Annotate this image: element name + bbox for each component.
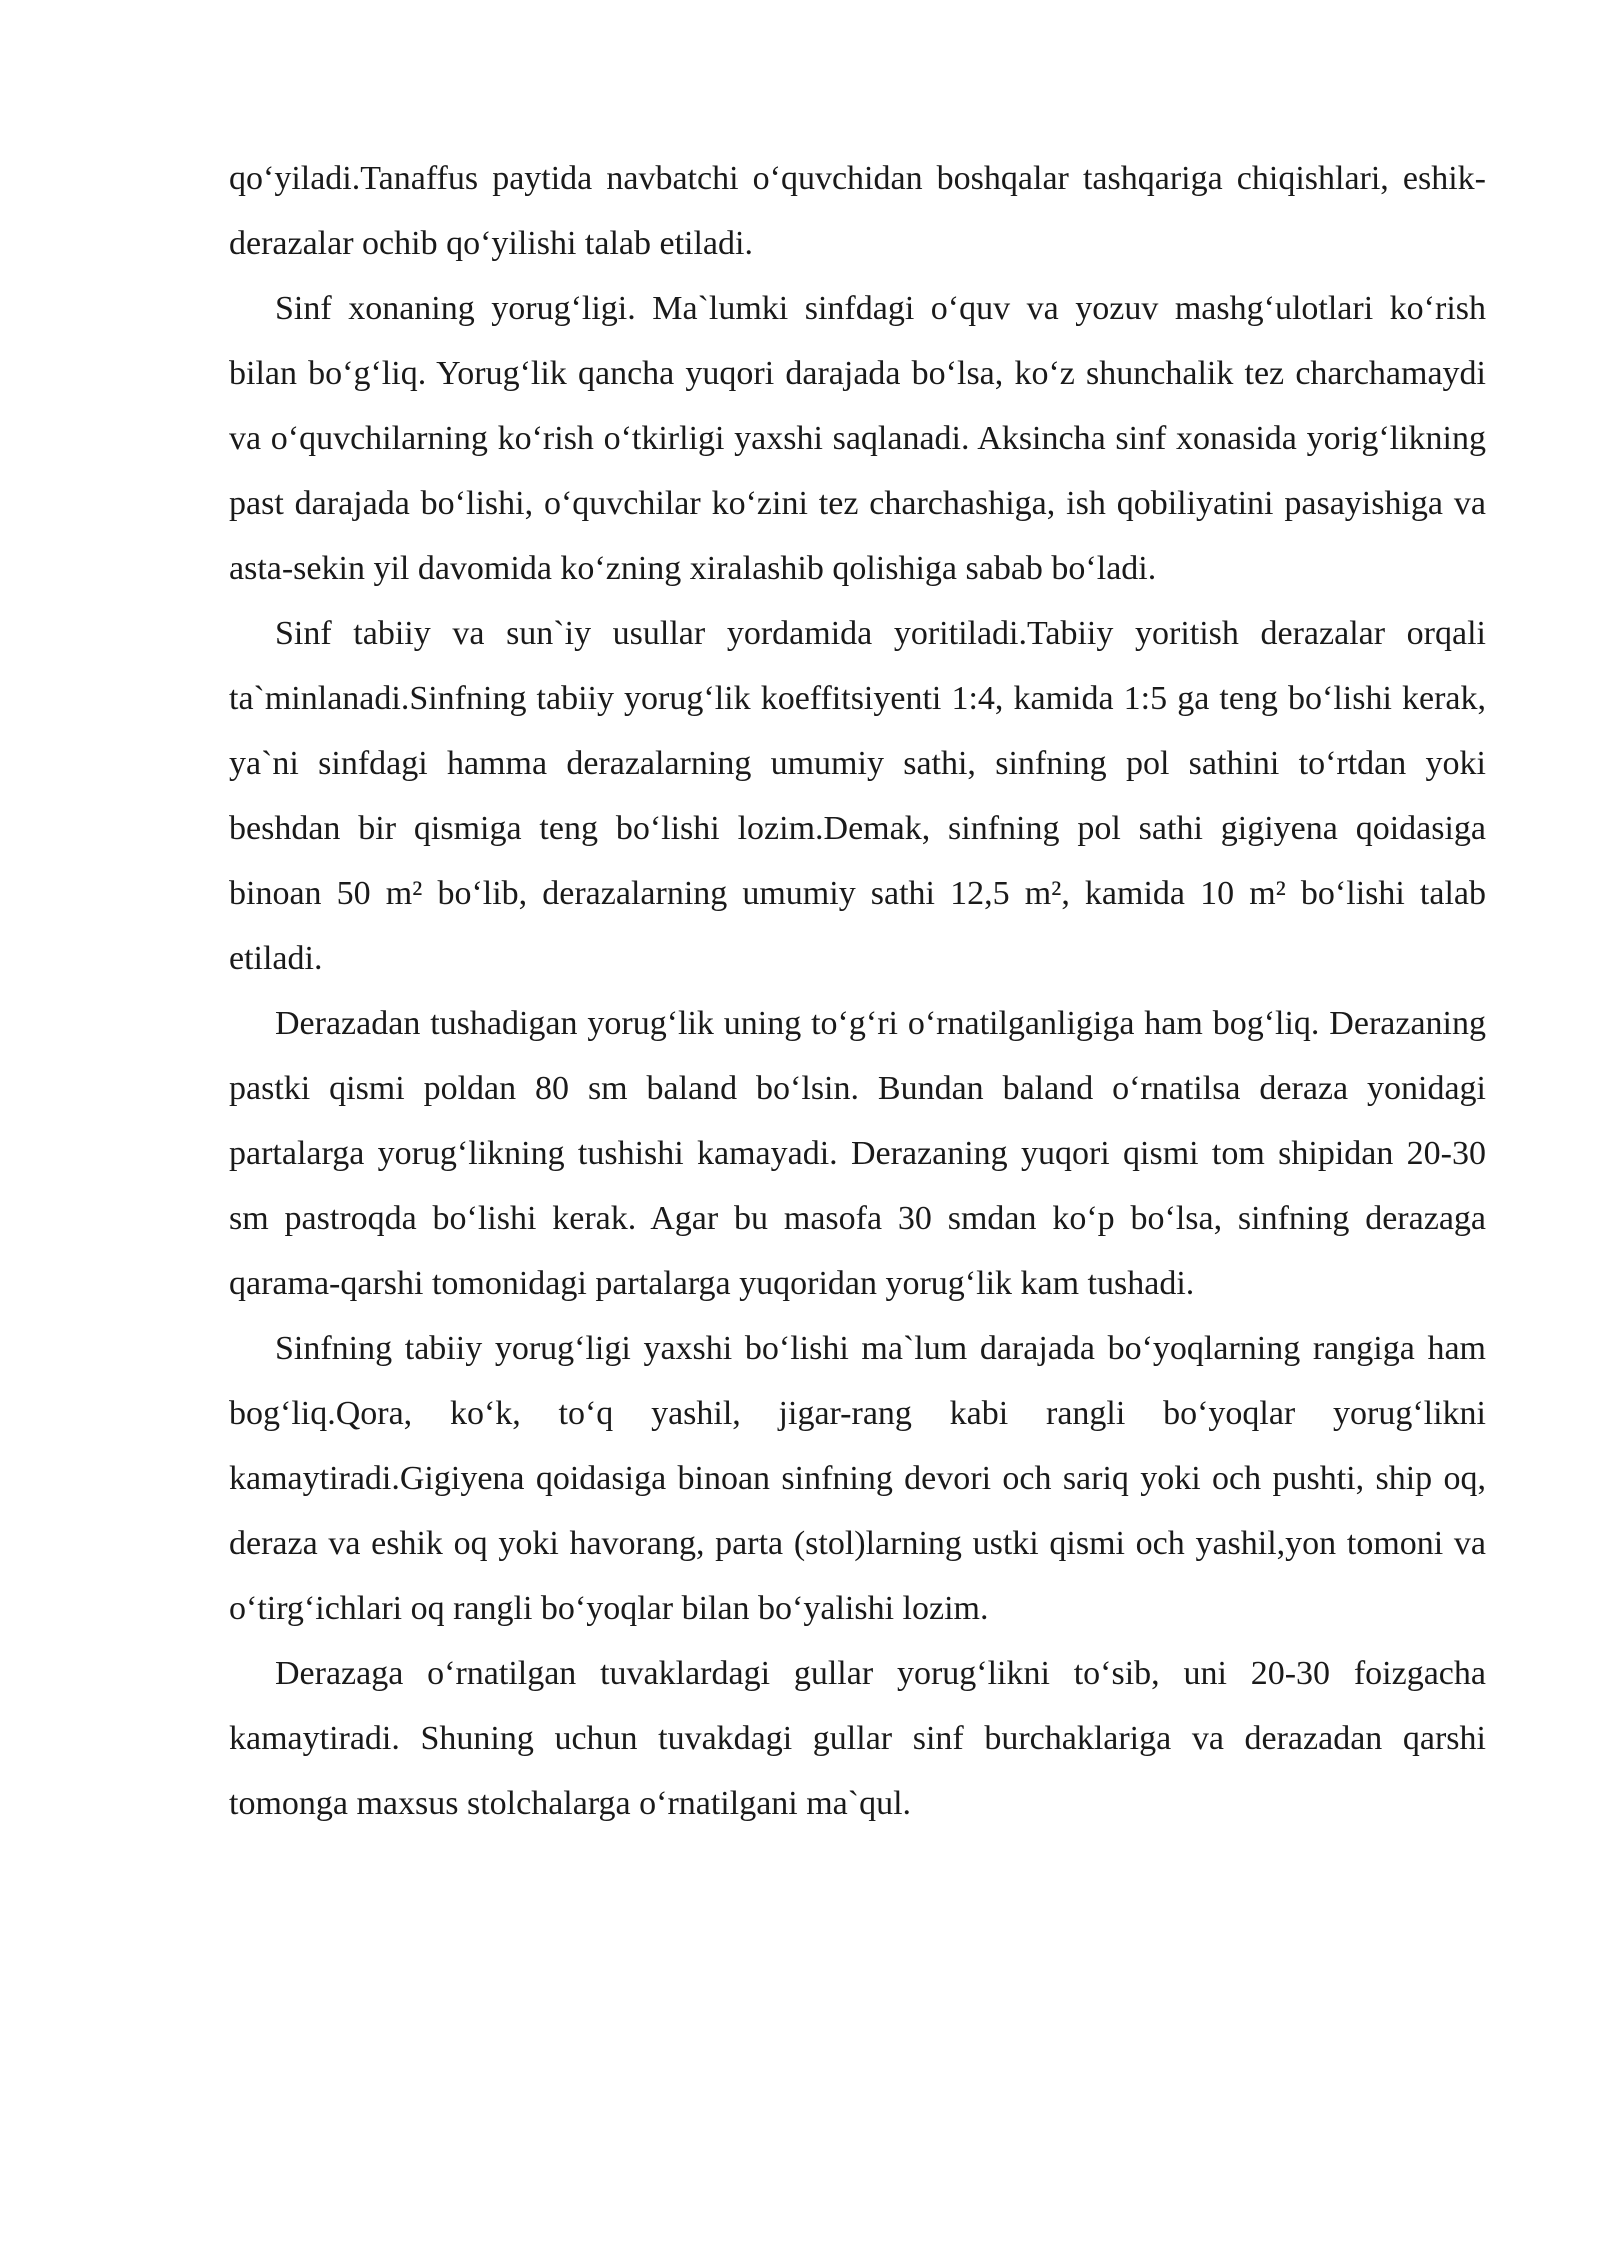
paragraph-window-placement: Derazadan tushadigan yorug‘lik uning to‘g‘ri o‘rnatilganligiga ham bog‘liq. Derazaning pastki qismi poldan 80 sm baland bo‘lsin. Bundan baland o‘rnatilsa deraza yonidagi partalarga yorug‘likning tushishi kamayadi. Derazaning yuqori qismi tom shipidan 20-30 sm pastroqda bo‘lishi kerak. Agar bu masofa 30 smdan ko‘p bo‘lsa, sinfning derazaga qarama-qarshi tomonidagi partalarga yuqoridan yorug‘lik kam tushadi. — [229, 1005, 1486, 1302]
paragraph-natural-lighting: Sinf tabiiy va sun`iy usullar yordamida yoritiladi.Tabiiy yoritish derazalar orqali ta`minlanadi.Sinfning tabiiy yorug‘lik koeffitsiyenti 1:4, kamida 1:5 ga teng bo‘lishi kerak, ya`ni sinfdagi hamma derazalarning umumiy sathi, sinfning pol sathini to‘rtdan yoki beshdan bir qismiga teng bo‘lishi lozim.Demak, sinfning pol sathi gigiyena qoidasiga binoan 50 m² bo‘lib, derazalarning umumiy sathi 12,5 m², kamida 10 m² bo‘lishi talab etiladi. — [229, 615, 1486, 977]
paragraph-continuation: qo‘yiladi.Tanaffus paytida navbatchi o‘quvchidan boshqalar tashqariga chiqishlari, eshik-derazalar ochib qo‘yilishi talab etiladi. — [229, 160, 1486, 262]
paragraph-window-flowers: Derazaga o‘rnatilgan tuvaklardagi gullar yorug‘likni to‘sib, uni 20-30 foizgacha kamaytiradi. Shuning uchun tuvakdagi gullar sinf burchaklariga va derazadan qarshi tomonga maxsus stolchalarga o‘rnatilgani ma`qul. — [229, 1655, 1486, 1822]
paragraph-paint-colors: Sinfning tabiiy yorug‘ligi yaxshi bo‘lishi ma`lum darajada bo‘yoqlarning rangiga ham bog‘liq.Qora, ko‘k, to‘q yashil, jigar-rang kabi rangli bo‘yoqlar yorug‘likni kamaytiradi.Gigiyena qoidasiga binoan sinfning devori och sariq yoki och pushti, ship oq, deraza va eshik oq yoki havorang, parta (stol)larning ustki qismi och yashil,yon tomoni va o‘tirg‘ichlari oq rangli bo‘yoqlar bilan bo‘yalishi lozim. — [229, 1330, 1486, 1627]
body-text — [229, 146, 1486, 1836]
paragraph-classroom-lighting: Sinf xonaning yorug‘ligi. Ma`lumki sinfdagi o‘quv va yozuv mashg‘ulotlari ko‘rish bilan bo‘g‘liq. Yorug‘lik qancha yuqori darajada bo‘lsa, ko‘z shunchalik tez charchamaydi va o‘quvchilarning ko‘rish o‘tkirligi yaxshi saqlanadi. Aksincha sinf xonasida yorig‘likning past darajada bo‘lishi, o‘quvchilar ko‘zini tez charchashiga, ish qobiliyatini pasayishiga va asta-sekin yil davomida ko‘zning xiralashib qolishiga sabab bo‘ladi. — [229, 290, 1486, 587]
